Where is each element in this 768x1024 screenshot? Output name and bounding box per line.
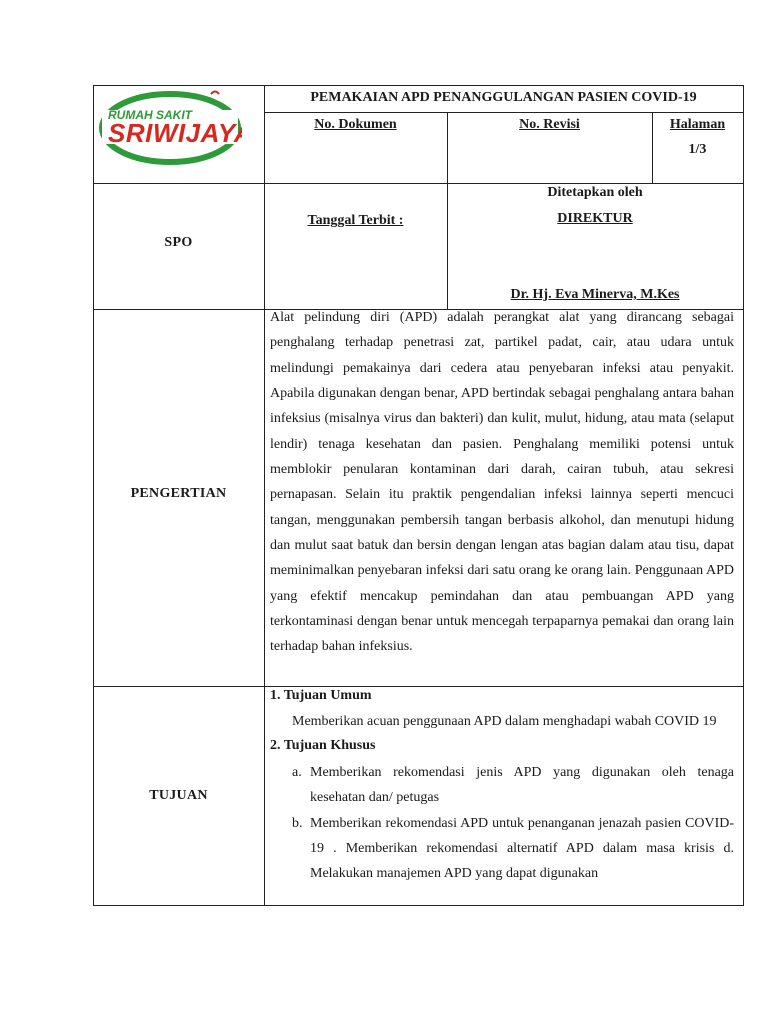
spo-label: SPO [164, 235, 193, 250]
ditetapkan-label: Ditetapkan oleh [547, 185, 643, 200]
tujuan-label: TUJUAN [149, 788, 208, 803]
list-marker: a. [292, 765, 302, 780]
table-border-bottom [93, 905, 743, 906]
logo-top-text: RUMAH SAKIT [108, 108, 192, 122]
tujuan-umum-heading: 1. Tujuan Umum [270, 688, 372, 703]
list-item [270, 760, 734, 810]
list-item [270, 811, 734, 886]
list-item-text: Memberikan rekomendasi jenis APD yang digunakan oleh tenaga kesehatan dan/ petugas [310, 765, 734, 805]
tujuan-content [270, 686, 734, 886]
halaman-value: 1/3 [688, 142, 707, 157]
direktur-label: DIREKTUR [557, 211, 633, 226]
title-row-divider [264, 112, 743, 113]
hospital-logo [98, 88, 242, 168]
tujuan-umum-text: Memberikan acuan penggunaan APD dalam menghadapi wabah COVID 19 [292, 714, 717, 729]
label-column-divider [264, 85, 265, 906]
list-marker: b. [292, 816, 303, 831]
halaman-label: Halaman [669, 117, 726, 132]
no-dokumen-label: No. Dokumen [314, 117, 397, 132]
tujuan-khusus-heading: 2. Tujuan Khusus [270, 738, 376, 753]
table-border-right [743, 85, 744, 906]
document-title: PEMAKAIAN APD PENANGGULANGAN PASIEN COVID-19 [310, 90, 697, 105]
logo-main-text: SRIWIJAYA [108, 118, 242, 148]
table-border-top [93, 85, 743, 86]
list-item-text: Memberikan rekomendasi APD untuk penanganan jenazah pasien COVID-19 . Memberikan rekomendasi alternatif APD dalam masa krisis d. Melakukan manajemen APD yang dapat digunakan [310, 816, 734, 881]
pengertian-label: PENGERTIAN [130, 486, 227, 501]
no-revisi-label: No. Revisi [519, 117, 580, 132]
tanggal-terbit-label: Tanggal Terbit : [307, 213, 404, 228]
direktur-name: Dr. Hj. Eva Minerva, M.Kes [510, 287, 680, 302]
pengertian-text: Alat pelindung diri (APD) adalah perangkat alat yang dirancang sebagai penghalang terhadap penetrasi zat, partikel padat, cair, atau udara untuk melindungi pemakainya dari cedera atau penyebaran infeksi atau penyakit. Apabila digunakan dengan benar, APD bertindak sebagai penghalang antara bahan infeksius (misalnya virus dan bakteri) dan kulit, mulut, hidung, atau mata (selaput lendir) tenaga kesehatan dan pasien. Penghalang memiliki potensi untuk memblokir penularan kontaminan dari darah, cairan tubuh, atau sekresi pernapasan. Selain itu praktik pengendalian infeksi lainnya seperti mencuci tangan, menggunakan pembersih tangan berbasis alkohol, dan menutupi hidung dan mulut saat batuk dan bersin dengan lengan atas bagian dalam atau tisu, dapat meminimalkan penyebaran infeksi dari satu orang ke orang lain. Penggunaan APD yang efektif mencakup pemindahan dan atau pembuangan APD yang terkontaminasi dengan benar untuk mencegah terpaparnya pemakai dan orang lain terhadap bahan infeksius. [270, 310, 734, 655]
